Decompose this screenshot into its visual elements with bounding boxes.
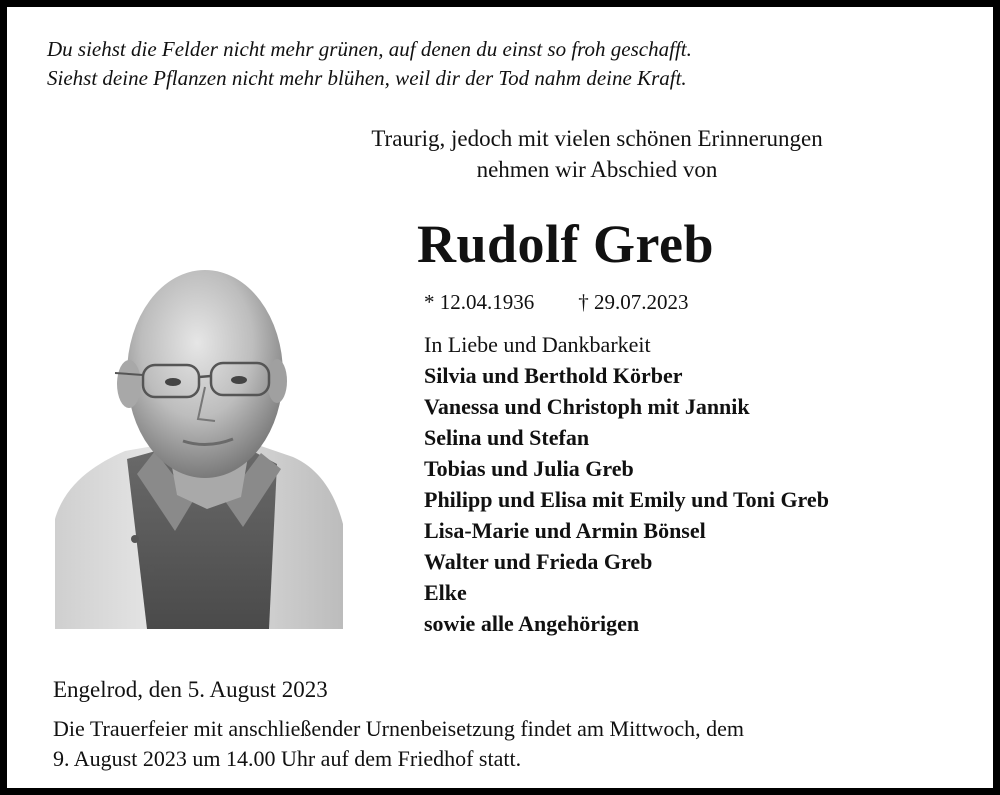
mourner-name: Elke (424, 580, 467, 605)
birth-date: * 12.04.1936 (424, 290, 535, 314)
ceremony-line: Die Trauerfeier mit anschließender Urnenbeisetzung findet am Mittwoch, dem (53, 716, 744, 741)
mourner-name: Vanessa und Christoph mit Jannik (424, 394, 750, 419)
mourner-name: Silvia und Berthold Körber (424, 363, 683, 388)
farewell-intro (287, 123, 907, 185)
place-and-date: Engelrod, den 5. August 2023 (53, 677, 328, 702)
deceased-name: Rudolf Greb (417, 214, 715, 274)
mourner-name: Philipp und Elisa mit Emily und Toni Greb (424, 487, 829, 512)
ceremony-line: 9. August 2023 um 14.00 Uhr auf dem Friedhof statt. (53, 746, 522, 771)
mourners-list (424, 329, 829, 639)
life-dates (424, 289, 689, 315)
portrait-photo (55, 269, 343, 629)
poem-line: Du siehst die Felder nicht mehr grünen, auf denen du einst so froh geschafft. (47, 37, 692, 61)
poem (47, 35, 947, 93)
ceremony-info (53, 714, 933, 774)
mourners-intro: In Liebe und Dankbarkeit (424, 332, 651, 357)
intro-line: Traurig, jedoch mit vielen schönen Erinnerungen (371, 126, 823, 151)
death-date: † 29.07.2023 (578, 290, 689, 314)
mourner-name: Selina und Stefan (424, 425, 590, 450)
intro-line: nehmen wir Abschied von (476, 157, 718, 182)
mourner-name: Walter und Frieda Greb (424, 549, 653, 574)
mourner-name: sowie alle Angehörigen (424, 611, 640, 636)
mourner-name: Lisa-Marie und Armin Bönsel (424, 518, 706, 543)
poem-line: Siehst deine Pflanzen nicht mehr blühen, weil dir der Tod nahm deine Kraft. (47, 66, 687, 90)
mourner-name: Tobias und Julia Greb (424, 456, 634, 481)
